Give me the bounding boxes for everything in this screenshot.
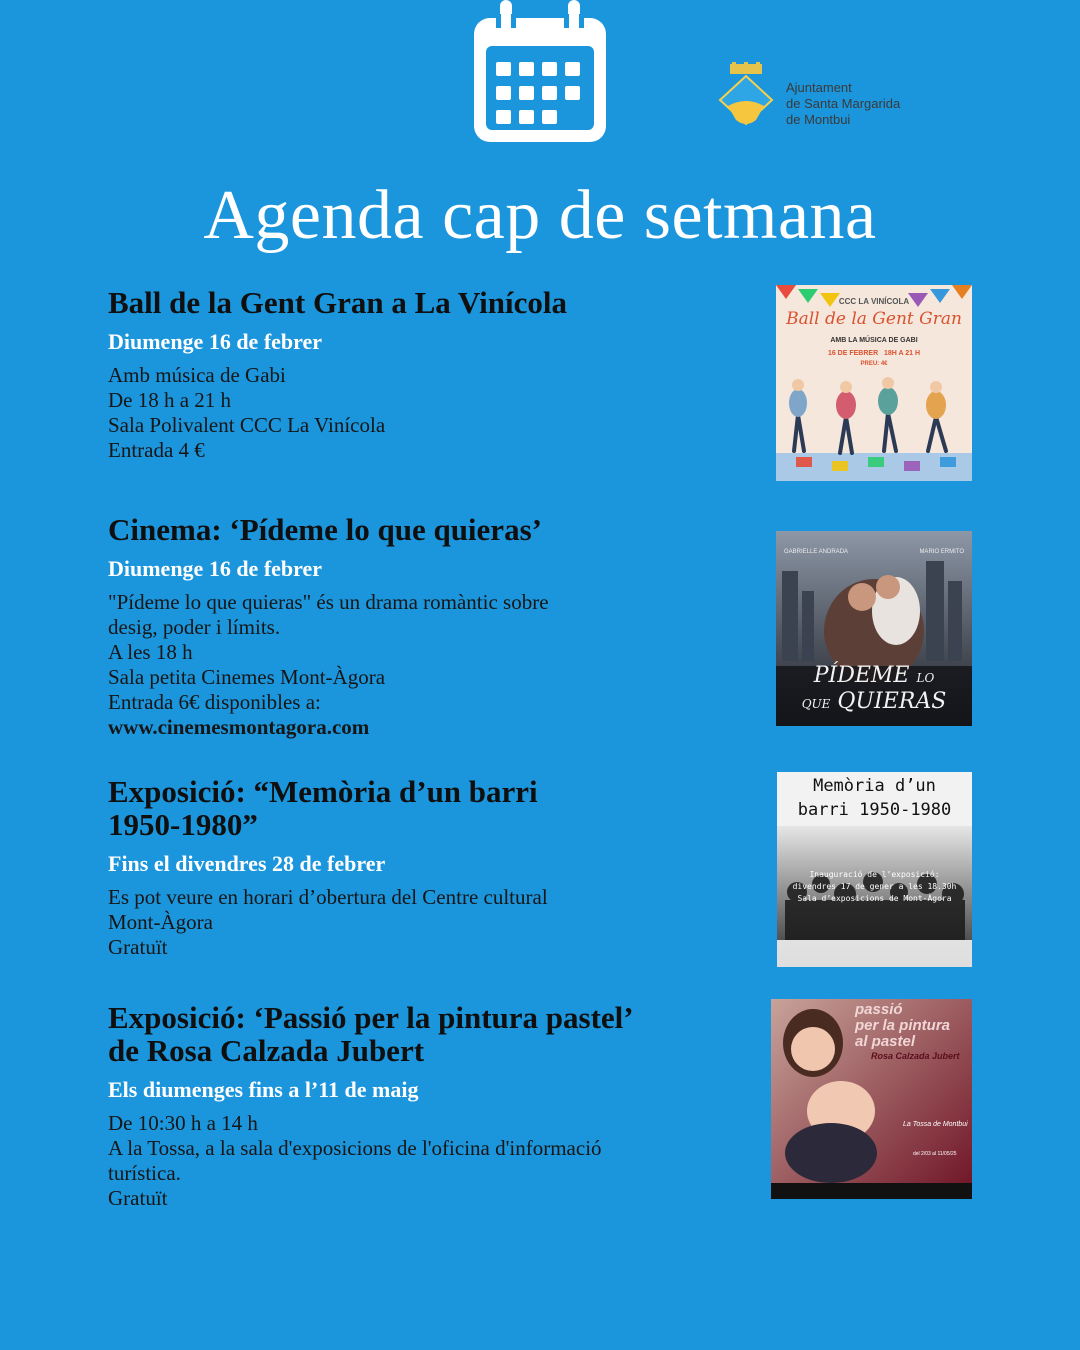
event-detail-line: Gratuït (108, 1186, 168, 1210)
poster-text: 16 DE FEBRER 18H A 21 H (827, 350, 921, 357)
poster-text: PÍDEME LO (813, 663, 935, 688)
event-detail-line: Gratuït (108, 935, 168, 959)
event-item (108, 286, 738, 463)
event-date: Diumenge 16 de febrer (108, 329, 323, 354)
event-detail-line: Sala Polivalent CCC La Vinícola (108, 413, 386, 437)
poster-text: al pastel (855, 1033, 916, 1050)
poster-text: del 2/03 al 11/05/25 (913, 1151, 957, 1157)
poster-text: passió (855, 1001, 903, 1018)
poster-text: CCC LA VINÍCOLA (838, 297, 910, 306)
poster-text: divendres 17 de gener a les 18.30h (792, 882, 957, 891)
event-title-line: Exposició: ‘Passió per la pintura pastel’ (108, 1000, 634, 1035)
poster-text: Rosa Calzada Jubert (871, 1051, 960, 1061)
poster-text: Memòria d’un (813, 776, 936, 796)
logo-line-1: Ajuntament (786, 80, 852, 95)
poster-text: QUE QUIERAS (801, 689, 947, 714)
event-date: Diumenge 16 de febrer (108, 556, 323, 581)
event-detail-line: desig, poder i límits. (108, 615, 281, 639)
event-title-line: 1950-1980” (108, 807, 258, 842)
logo-line-3: de Montbui (786, 112, 851, 127)
poster-text: barri 1950-1980 (797, 800, 952, 820)
poster-text: AMB LA MÚSICA DE GABI (830, 337, 918, 344)
event-title-line: Exposició: “Memòria d’un barri (108, 774, 538, 809)
event-title (108, 1001, 748, 1067)
page-title: Agenda cap de setmana (203, 177, 877, 254)
event-date: Fins el divendres 28 de febrer (108, 851, 386, 876)
event-detail-line: "Pídeme lo que quieras" és un drama romàntic sobre (108, 590, 549, 614)
poster-text: PREU: 4€ (860, 361, 888, 367)
event-detail-line: Entrada 4 € (108, 438, 205, 462)
event-poster-passio (771, 999, 972, 1199)
event-detail-line: A la Tossa, a la sala d'exposicions de l'oficina d'informació (108, 1136, 602, 1160)
event-title: Ball de la Gent Gran a La Vinícola (108, 285, 568, 320)
logo-line-2: de Santa Margarida (786, 96, 901, 111)
event-details (108, 363, 738, 463)
event-detail-line: A les 18 h (108, 640, 193, 664)
event-detail-line: Mont-Àgora (108, 910, 213, 934)
poster-text: per la pintura (855, 1017, 951, 1034)
event-poster-memoria (777, 772, 972, 967)
event-details (108, 1111, 748, 1211)
poster-text: Inauguració de l’exposició: (809, 870, 940, 879)
event-detail-line: Sala petita Cinemes Mont-Àgora (108, 665, 386, 689)
poster-text: MARIO ERMITO (919, 549, 964, 555)
event-title-line: de Rosa Calzada Jubert (108, 1033, 425, 1068)
event-item (108, 1001, 748, 1211)
municipality-logo (714, 62, 924, 134)
event-item (108, 775, 738, 960)
event-detail-line: Amb música de Gabi (108, 363, 286, 387)
event-title: Cinema: ‘Pídeme lo que quieras’ (108, 512, 542, 547)
event-detail-line: turística. (108, 1161, 181, 1185)
event-detail-line: De 18 h a 21 h (108, 388, 232, 412)
poster-text: Ball de la Gent Gran (786, 309, 962, 329)
poster-text: Sala d’exposicions de Mont-Àgora (797, 894, 952, 903)
event-date: Els diumenges fins a l’11 de maig (108, 1077, 419, 1102)
event-url-link[interactable]: www.cinemesmontagora.com (108, 715, 370, 739)
event-poster-cinema (776, 531, 972, 726)
calendar-icon (470, 0, 610, 146)
event-poster-ball (776, 285, 972, 481)
event-details (108, 590, 738, 740)
event-detail-line: Entrada 6€ disponibles a: (108, 690, 321, 714)
poster-text: GABRIELLE ANDRADA (784, 549, 849, 555)
event-detail-line: De 10:30 h a 14 h (108, 1111, 258, 1135)
poster-text: La Tossa de Montbui (903, 1121, 968, 1128)
event-detail-line: Es pot veure en horari d’obertura del Centre cultural (108, 885, 548, 909)
event-details (108, 885, 738, 960)
event-title (108, 775, 738, 841)
event-item (108, 513, 738, 740)
